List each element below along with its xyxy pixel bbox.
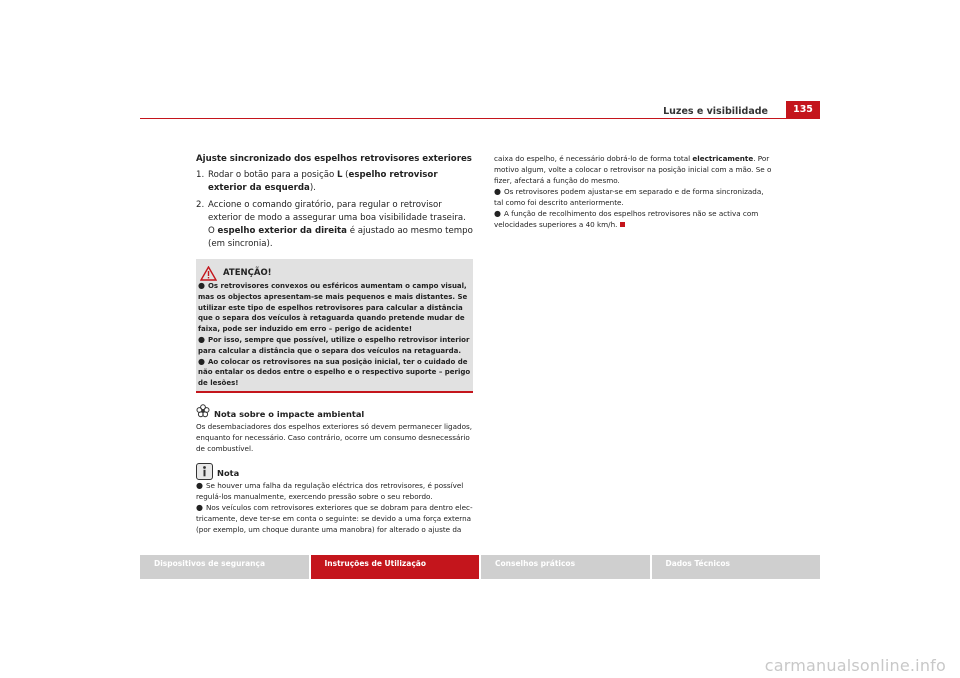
warning-item: ● Por isso, sempre que possível, utilize o espelho retrovisor interior para calcular a distância que o separa dos veículos na retaguarda. <box>198 334 470 355</box>
right-column <box>494 153 774 230</box>
step-number: 1. <box>196 170 205 180</box>
watermark: carmanualsonline.info <box>764 656 946 675</box>
note-header <box>196 463 473 480</box>
step-number: 2. <box>196 200 205 210</box>
note-info-icon <box>196 463 213 480</box>
warning-item: ● Os retrovisores convexos ou esféricos aumentam o campo visual, mas os objectos apresentam-se mais pequenos e mais distantes. Se utilizar este tipo de espelhos retrovisores para calcular a distância que o separa dos veículos à retaguarda quando pretende mudar de faixa, pode ser induzido em erro – perigo de acidente! <box>198 281 468 334</box>
tab-conselhos-praticos[interactable]: Conselhos práticos <box>481 555 650 579</box>
note-item: ● Nos veículos com retrovisores exteriores que se dobram para dentro electricamente, deve ter-se em conta o seguinte: se devido a uma força externa (por exemplo, um choque durante uma manobra) for alterado o ajuste da <box>196 502 473 534</box>
warning-header <box>196 265 473 281</box>
page-number: 135 <box>786 101 820 118</box>
section-title: Luzes e visibilidade <box>663 106 768 117</box>
warning-box <box>196 259 473 393</box>
warning-triangle-icon <box>200 266 217 281</box>
section-heading: Ajuste sincronizado dos espelhos retrovisores exteriores <box>196 154 472 164</box>
left-column <box>196 153 473 535</box>
continued-paragraph: caixa do espelho, é necessário dobrá-lo de forma total electricamente. Por motivo algum, volte a colocar o retrovisor na posição inicial com a mão. Se o fizer, afectará a função do mesmo. <box>494 154 772 185</box>
tab-dados-tecnicos[interactable]: Dados Técnicos <box>652 555 821 579</box>
header-divider <box>140 118 820 119</box>
note-title: Nota <box>217 467 240 478</box>
step-1 <box>196 169 473 195</box>
footer-navigation <box>140 555 820 579</box>
environment-note-title: Nota sobre o impacte ambiental <box>214 408 365 419</box>
environment-note-text: Os desembaciadores dos espelhos exteriores só devem permanecer ligados, enquanto for necessário. Caso contrário, ocorre um consumo desnecessário de combustível. <box>196 421 473 453</box>
flower-icon <box>196 404 210 418</box>
step-text: Rodar o botão para a posição L (espelho retrovisor exterior da esquerda). <box>208 170 438 193</box>
end-of-section-mark <box>620 222 625 227</box>
environment-note-header <box>196 402 473 421</box>
warning-item: ● Ao colocar os retrovisores na sua posição inicial, ter o cuidado de não entalar os dedos entre o espelho e o respectivo suporte – perigo de lesões! <box>198 356 471 388</box>
step-2 <box>196 199 473 251</box>
note-item: ● A função de recolhimento dos espelhos retrovisores não se activa com velocidades superiores a 40 km/h. <box>494 209 759 229</box>
tab-dispositivos-de-seguranca[interactable]: Dispositivos de segurança <box>140 555 309 579</box>
note-item: ● Os retrovisores podem ajustar-se em separado e de forma sincronizada, tal como foi descrito anteriormente. <box>494 187 764 207</box>
note-item: ● Se houver uma falha da regulação eléctrica dos retrovisores, é possível regulá-los manualmente, exercendo pressão sobre o seu rebordo. <box>196 480 464 501</box>
tab-instrucoes-de-utilizacao[interactable]: Instruções de Utilização <box>311 555 480 579</box>
warning-title: ATENÇÃO! <box>223 267 272 278</box>
step-text: Accione o comando giratório, para regular o retrovisor exterior de modo a assegurar uma boa visibilidade traseira. O espelho exterior da direita é ajustado ao mesmo tempo (em sincronia). <box>208 200 473 249</box>
